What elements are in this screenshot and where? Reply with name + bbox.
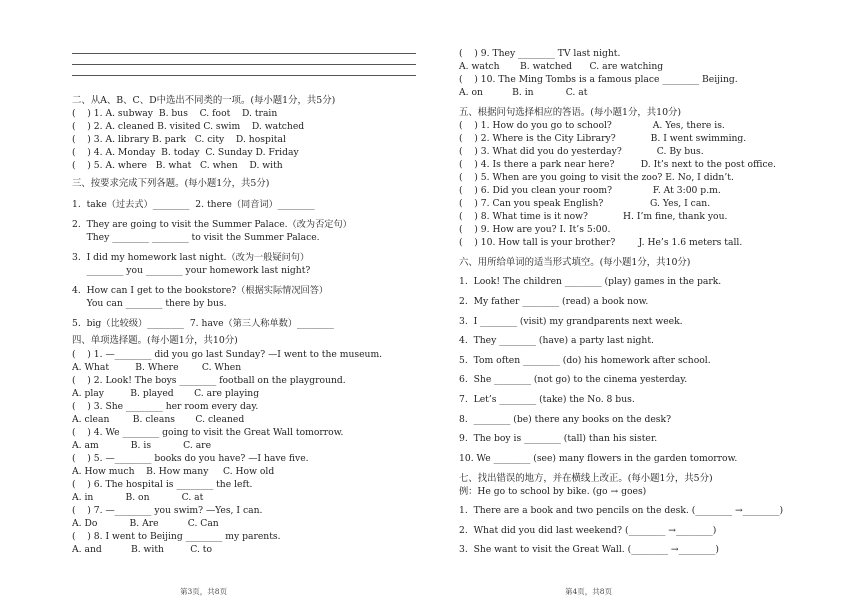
question-line: ( ) 4. Is there a park near here? D. It’s next to the post office. bbox=[459, 159, 776, 170]
option-line: A. watch B. watched C. are watching bbox=[459, 61, 664, 72]
question-line: ( ) 2. Look! The boys ________ football on the playground. bbox=[72, 375, 346, 386]
question-line: 1. take（过去式）________ 2. there（同音词）________ bbox=[72, 199, 315, 210]
question-line: ( ) 2. Where is the City Library? B. I went swimming. bbox=[459, 133, 747, 144]
question-line: ( ) 10. How tall is your brother? J. He’s 1.6 meters tall. bbox=[459, 237, 743, 248]
option-line: A. am B. is C. are bbox=[72, 440, 212, 451]
question-line: ( ) 3. She ________ her room every day. bbox=[72, 401, 259, 412]
option-line: A. What B. Where C. When bbox=[72, 362, 242, 373]
question-line: They ________ ________ to visit the Summer Palace. bbox=[72, 232, 320, 243]
page-number: 第4页，共8页 bbox=[565, 587, 613, 596]
question-line: ( ) 2. A. cleaned B. visited C. swim D. watched bbox=[72, 121, 305, 132]
option-line: A. and B. with C. to bbox=[72, 544, 213, 555]
question-line: 4. How can I get to the bookstore?（根据实际情况回答） bbox=[72, 285, 329, 296]
question-line: 9. The boy is ________ (tall) than his sister. bbox=[459, 433, 658, 444]
question-line: ( ) 4. We ________ going to visit the Great Wall tomorrow. bbox=[72, 427, 344, 438]
question-line: 3. I ________ (visit) my grandparents next week. bbox=[459, 316, 683, 327]
page-number: 第3页，共8页 bbox=[180, 587, 228, 596]
question-line: 3. She want to visit the Great Wall. (________ →________) bbox=[459, 544, 719, 555]
answer-rule bbox=[72, 53, 416, 54]
question-line: 2. They are going to visit the Summer Palace.（改为否定句） bbox=[72, 219, 352, 230]
question-line: ( ) 1. How do you go to school? A. Yes, there is. bbox=[459, 120, 725, 131]
option-line: A. clean B. cleans C. cleaned bbox=[72, 414, 245, 425]
question-line: ________ you ________ your homework last night? bbox=[72, 265, 311, 276]
section-title: 五、根据问句选择相应的答语。(每小题1分，共10分) bbox=[459, 107, 682, 118]
question-line: ( ) 8. I went to Beijing ________ my parents. bbox=[72, 531, 281, 542]
example-line: 例：He go to school by bike. (go → goes) bbox=[459, 486, 647, 497]
section-title: 七、找出错误的地方，并在横线上改正。(每小题1分，共5分) bbox=[459, 473, 713, 484]
question-line: ( ) 5. A. where B. what C. when D. with bbox=[72, 160, 283, 171]
question-line: ( ) 3. A. library B. park C. city D. hospital bbox=[72, 134, 286, 145]
question-line: 5. big（比较级）________ 7. have（第三人称单数）________ bbox=[72, 318, 334, 329]
question-line: 10. We ________ (see) many flowers in the garden tomorrow. bbox=[459, 453, 738, 464]
question-line: 3. I did my homework last night.（改为一般疑问句） bbox=[72, 252, 310, 263]
question-line: ( ) 7. —________ you swim? —Yes, I can. bbox=[72, 505, 263, 516]
option-line: A. Do B. Are C. Can bbox=[72, 518, 219, 529]
section-title: 二、从A、B、C、D中选出不同类的一项。(每小题1分，共5分) bbox=[72, 95, 336, 106]
question-line: 6. She ________ (not go) to the cinema yesterday. bbox=[459, 374, 688, 385]
question-line: ( ) 3. What did you do yesterday? C. By bus. bbox=[459, 146, 704, 157]
question-line: ( ) 9. How are you? I. It’s 5:00. bbox=[459, 224, 611, 235]
question-line: ( ) 5. When are you going to visit the zoo? E. No, I didn’t. bbox=[459, 172, 734, 183]
section-title: 四、单项选择题。(每小题1分，共10分) bbox=[72, 335, 238, 346]
section-title: 三、按要求完成下列各题。(每小题1分，共5分) bbox=[72, 178, 270, 189]
question-line: 4. They ________ (have) a party last night. bbox=[459, 335, 654, 346]
option-line: A. How much B. How many C. How old bbox=[72, 466, 275, 477]
option-line: A. in B. on C. at bbox=[72, 492, 204, 503]
answer-rule bbox=[72, 75, 416, 76]
question-line: ( ) 4. A. Monday B. today C. Sunday D. Friday bbox=[72, 147, 299, 158]
question-line: ( ) 6. Did you clean your room? F. At 3:00 p.m. bbox=[459, 185, 721, 196]
question-line: ( ) 6. The hospital is ________ the left. bbox=[72, 479, 253, 490]
question-line: ( ) 9. They ________ TV last night. bbox=[459, 48, 621, 59]
question-line: ( ) 1. —________ did you go last Sunday? —I went to the museum. bbox=[72, 349, 383, 360]
option-line: A. play B. played C. are playing bbox=[72, 388, 260, 399]
question-line: ( ) 1. A. subway B. bus C. foot D. train bbox=[72, 108, 278, 119]
question-line: 2. What did you did last weekend? (________ →________) bbox=[459, 525, 717, 536]
question-line: 5. Tom often ________ (do) his homework after school. bbox=[459, 355, 711, 366]
question-line: 8. ________ (be) there any books on the desk? bbox=[459, 414, 671, 425]
answer-rule bbox=[72, 64, 416, 65]
question-line: ( ) 7. Can you speak English? G. Yes, I can. bbox=[459, 198, 711, 209]
question-line: 2. My father ________ (read) a book now. bbox=[459, 296, 649, 307]
question-line: ( ) 8. What time is it now? H. I’m fine, thank you. bbox=[459, 211, 728, 222]
question-line: 1. There are a book and two pencils on the desk. (________ →________) bbox=[459, 505, 784, 516]
question-line: ( ) 10. The Ming Tombs is a famous place ________ Beijing. bbox=[459, 74, 738, 85]
question-line: You can ________ there by bus. bbox=[72, 298, 227, 309]
question-line: 1. Look! The children ________ (play) games in the park. bbox=[459, 276, 722, 287]
question-line: 7. Let’s ________ (take) the No. 8 bus. bbox=[459, 394, 635, 405]
section-title: 六、用所给单词的适当形式填空。(每小题1分，共10分) bbox=[459, 257, 691, 268]
option-line: A. on B. in C. at bbox=[459, 87, 588, 98]
question-line: ( ) 5. —________ books do you have? —I have five. bbox=[72, 453, 309, 464]
